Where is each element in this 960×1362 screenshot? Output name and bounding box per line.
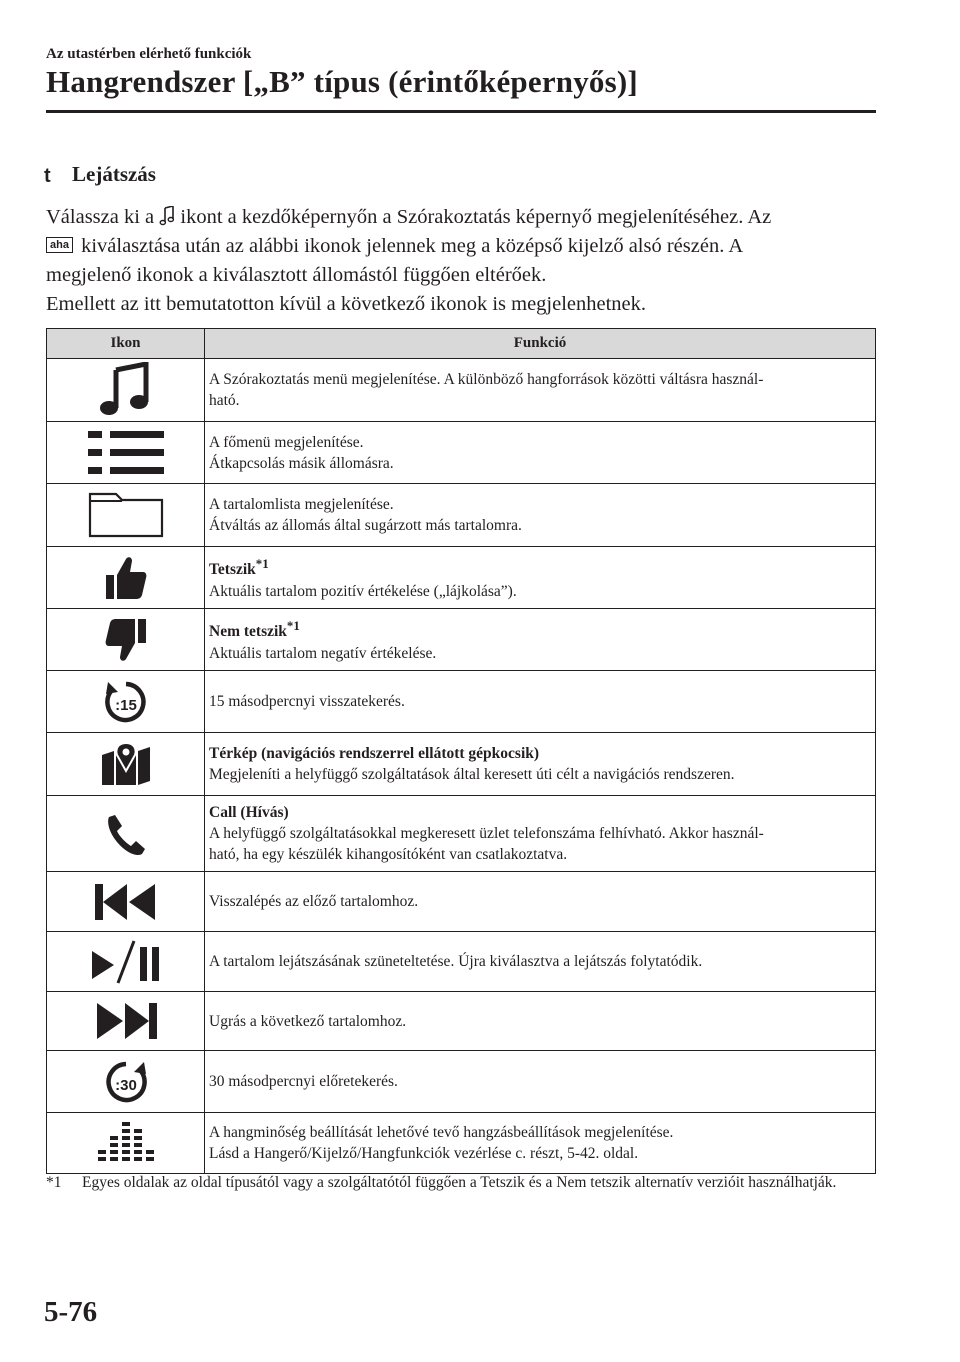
column-header-icon: Ikon [47,329,205,359]
desc-line: A tartalomlista megjelenítése. [209,496,394,513]
desc-line: A főmenü megjelenítése. [209,433,364,451]
thumbs-up-icon [47,547,205,609]
desc-title: Nem tetszik [209,623,287,641]
table-row [47,359,876,422]
intro-paragraph [46,203,886,319]
desc-line: Átváltás az állomás által sugárzott más tartalomra. [209,517,522,534]
page-title: Hangrendszer [„B” típus (érintőképernyős)] [46,64,638,99]
desc-line: Átkapcsolás másik állomásra. [209,454,394,472]
intro-text: megjelenő ikonok a kiválasztott állomástól függően eltérőek. [46,264,547,286]
music-note-inline-icon [159,206,175,226]
footnote-ref: *1 [286,618,300,634]
table-row [47,484,876,547]
desc-line: Aktuális tartalom negatív értékelése. [209,644,437,662]
column-header-function: Funkció [205,329,876,359]
row-description [205,733,876,796]
desc-line: 15 másodpercnyi visszatekerés. [209,693,405,710]
footnote-ref: *1 [255,556,269,572]
desc-line: Ugrás a következő tartalomhoz. [209,1012,407,1030]
desc-title: Térkép (navigációs rendszerrel ellátott gépkocsik) [209,745,540,762]
intro-text: Emellett az itt bemutatotton kívül a következő ikonok is megjelenhetnek. [46,293,647,315]
table-row [47,671,876,733]
row-description [205,992,876,1051]
row-description [205,547,876,609]
desc-title: Tetszik [209,561,256,579]
footnote-mark: *1 [46,1174,62,1191]
map-pin-icon [47,733,205,796]
desc-line: 30 másodpercnyi előretekerés. [209,1073,398,1090]
skip-forward-icon [47,992,205,1051]
desc-line: ható. [209,392,240,409]
table-row [47,872,876,932]
row-description [205,484,876,547]
table-row [47,422,876,484]
table-row [47,609,876,671]
list-menu-icon [47,422,205,484]
table-row [47,932,876,992]
title-divider [46,110,876,113]
row-description [205,359,876,422]
desc-line: ható, ha egy készülék kihangosítóként van csatlakoztatva. [209,846,568,863]
skip-back-icon [47,872,205,932]
section-label: Az utastérben elérhető funkciók [46,46,252,62]
intro-text: Válassza ki a [46,206,160,228]
desc-line: Visszalépés az előző tartalomhoz. [209,893,419,910]
row-description [205,932,876,992]
forward-30-icon [47,1051,205,1113]
footnote-text: Egyes oldalak az oldal típusától vagy a szolgáltatótól függően a Tetszik és a Nem tetszik alternatív verzióit használhatják. [82,1174,837,1191]
music-note-icon [47,359,205,422]
intro-text: kiválasztása után az alábbi ikonok jelennek meg a középső kijelző alsó részén. A [75,235,744,257]
forward-30-label: :30 [114,1076,137,1094]
intro-text: ikont a kezdőképernyőn a Szórakoztatás képernyő megjelenítéséhez. Az [175,206,772,228]
row-description [205,1113,876,1174]
rewind-15-icon [47,671,205,733]
play-pause-icon [47,932,205,992]
row-description [205,671,876,733]
row-description [205,796,876,872]
row-description [205,422,876,484]
phone-icon [47,796,205,872]
table-row [47,1051,876,1113]
row-description [205,872,876,932]
table-row [47,733,876,796]
table-header-row [47,329,876,359]
rewind-15-label: :15 [114,696,137,714]
footnote [46,1172,876,1193]
table-row [47,796,876,872]
desc-title: Call (Hívás) [209,804,289,821]
desc-line: A Szórakoztatás menü megjelenítése. A különböző hangforrások közötti váltásra használ- [209,371,764,388]
desc-line: Aktuális tartalom pozitív értékelése („lájkolása”). [209,582,517,600]
page-number: 5-76 [44,1296,98,1328]
row-description [205,1051,876,1113]
table-row [47,547,876,609]
desc-line: Megjeleníti a helyfüggő szolgáltatások által keresett úti célt a navigációs rendszeren. [209,766,735,783]
row-description [205,609,876,671]
subsection-title: Lejátszás [72,162,156,186]
thumbs-down-icon [47,609,205,671]
aha-badge-icon: aha [46,237,73,253]
desc-line: A tartalom lejátszásának szüneteltetése. Újra kiválasztva a lejátszás folytatódik. [209,953,703,970]
subsection-bullet: t [44,165,51,187]
icon-table [46,328,876,1174]
equalizer-icon [47,1113,205,1174]
table-row [47,1113,876,1174]
desc-line: A helyfüggő szolgáltatásokkal megkeresett üzlet telefonszáma felhívható. Akkor használ- [209,825,764,842]
folder-icon [47,484,205,547]
desc-line: Lásd a Hangerő/Kijelző/Hangfunkciók vezérlése c. részt, 5-42. oldal. [209,1145,639,1162]
desc-line: A hangminőség beállítását lehetővé tevő hangzásbeállítások megjelenítése. [209,1124,674,1141]
table-row [47,992,876,1051]
